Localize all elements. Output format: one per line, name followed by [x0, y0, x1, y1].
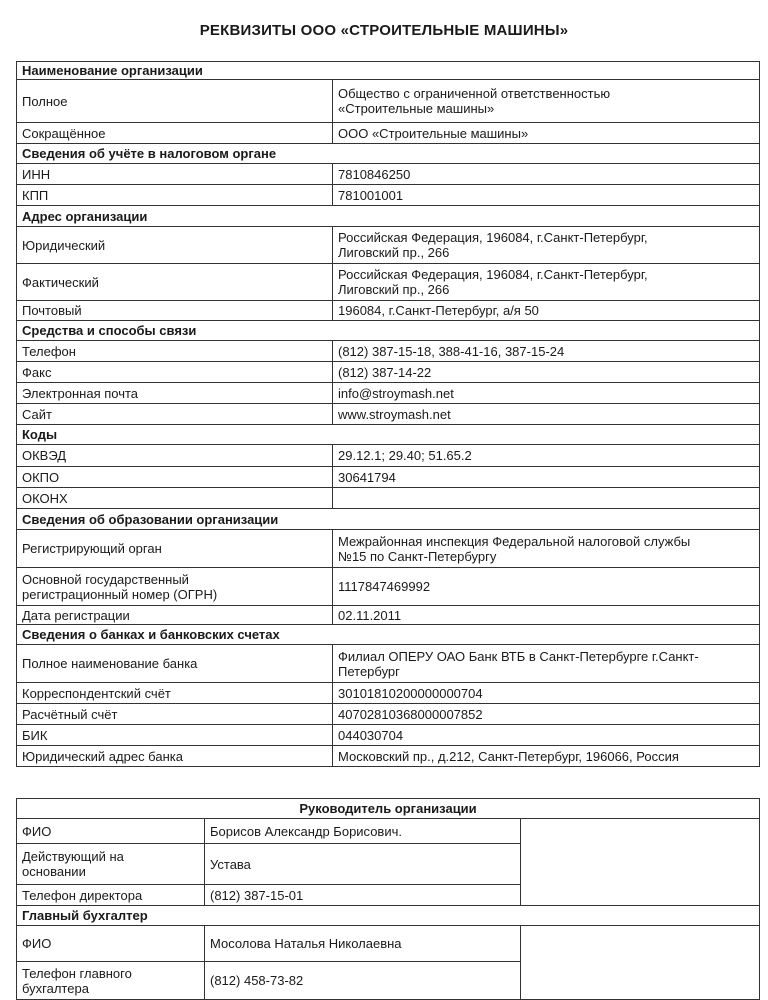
section-header-row [17, 321, 760, 341]
short-name-value: ООО «Строительные машины» [333, 123, 760, 144]
site-value: www.stroymash.net [333, 404, 760, 425]
legal-address-value: Российская Федерация, 196084, г.Санкт-Петербург, Лиговский пр., 266 [333, 227, 760, 264]
ogrn-value: 1117847469992 [333, 568, 760, 606]
table-row [17, 725, 760, 746]
table-row [17, 467, 760, 488]
actual-address-value: Российская Федерация, 196084, г.Санкт-Петербург, Лиговский пр., 266 [333, 264, 760, 301]
table-row [17, 704, 760, 725]
okpo-value: 30641794 [333, 467, 760, 488]
table-row [17, 264, 760, 301]
table-row [17, 185, 760, 206]
accountant-phone-label: Телефон главного бухгалтера [17, 962, 205, 1000]
section-registration: Сведения об образовании организации [17, 509, 760, 530]
postal-address-label: Почтовый [17, 301, 333, 321]
page-title: РЕКВИЗИТЫ ООО «СТРОИТЕЛЬНЫЕ МАШИНЫ» [199, 22, 569, 39]
section-header-row [17, 62, 760, 80]
accountant-signature-cell [521, 926, 760, 1000]
section-header-row [17, 799, 760, 819]
bank-address-value: Московский пр., д.212, Санкт-Петербург, 196066, Россия [333, 746, 760, 767]
table-row [17, 404, 760, 425]
section-codes: Коды [17, 425, 760, 445]
director-signature-cell [521, 819, 760, 906]
reg-date-label: Дата регистрации [17, 606, 333, 625]
reg-date-value: 02.11.2011 [333, 606, 760, 625]
table-row [17, 80, 760, 123]
table-row [17, 683, 760, 704]
director-basis-label: Действующий на основании [17, 844, 205, 885]
table-row [17, 227, 760, 264]
table-row [17, 341, 760, 362]
director-fio-value: Борисов Александр Борисович. [205, 819, 521, 844]
accountant-fio-value: Мосолова Наталья Николаевна [205, 926, 521, 962]
okved-value: 29.12.1; 29.40; 51.65.2 [333, 445, 760, 467]
okved-label: ОКВЭД [17, 445, 333, 467]
table-row [17, 645, 760, 683]
section-tax: Сведения об учёте в налоговом органе [17, 144, 760, 164]
director-phone-value: (812) 387-15-01 [205, 885, 521, 906]
bik-label: БИК [17, 725, 333, 746]
account-label: Расчётный счёт [17, 704, 333, 725]
okpo-label: ОКПО [17, 467, 333, 488]
phone-value: (812) 387-15-18, 388-41-16, 387-15-24 [333, 341, 760, 362]
kpp-label: КПП [17, 185, 333, 206]
section-address: Адрес организации [17, 206, 760, 227]
table-row [17, 530, 760, 568]
section-header-row [17, 144, 760, 164]
email-label: Электронная почта [17, 383, 333, 404]
full-name-label: Полное [17, 80, 333, 123]
bik-value: 044030704 [333, 725, 760, 746]
short-name-label: Сокращённое [17, 123, 333, 144]
requisites-table [16, 61, 760, 767]
table-row [17, 362, 760, 383]
corr-account-value: 30101810200000000704 [333, 683, 760, 704]
legal-address-label: Юридический [17, 227, 333, 264]
section-header-row [17, 625, 760, 645]
table-row [17, 383, 760, 404]
section-header-row [17, 206, 760, 227]
section-header-row [17, 509, 760, 530]
table-row [17, 445, 760, 467]
fax-label: Факс [17, 362, 333, 383]
corr-account-label: Корреспондентский счёт [17, 683, 333, 704]
accountant-fio-label: ФИО [17, 926, 205, 962]
table-row [17, 819, 760, 844]
table-row [17, 488, 760, 509]
section-org-name: Наименование организации [17, 62, 760, 80]
actual-address-label: Фактический [17, 264, 333, 301]
accountant-phone-value: (812) 458-73-82 [205, 962, 521, 1000]
table-row [17, 746, 760, 767]
bank-name-value: Филиал ОПЕРУ ОАО Банк ВТБ в Санкт-Петербурге г.Санкт- Петербург [333, 645, 760, 683]
section-director: Руководитель организации [17, 799, 760, 819]
kpp-value: 781001001 [333, 185, 760, 206]
inn-label: ИНН [17, 164, 333, 185]
director-fio-label: ФИО [17, 819, 205, 844]
table-row [17, 568, 760, 606]
postal-address-value: 196084, г.Санкт-Петербург, а/я 50 [333, 301, 760, 321]
table-row [17, 926, 760, 962]
account-value: 40702810368000007852 [333, 704, 760, 725]
section-accountant: Главный бухгалтер [17, 906, 760, 926]
section-header-row [17, 906, 760, 926]
inn-value: 7810846250 [333, 164, 760, 185]
table-row [17, 164, 760, 185]
full-name-value: Общество с ограниченной ответственностью «Строительные машины» [333, 80, 760, 123]
authority-value: Межрайонная инспекция Федеральной налоговой службы №15 по Санкт-Петербургу [333, 530, 760, 568]
table-row [17, 606, 760, 625]
bank-address-label: Юридический адрес банка [17, 746, 333, 767]
okonh-label: ОКОНХ [17, 488, 333, 509]
director-basis-value: Устава [205, 844, 521, 885]
okonh-value [333, 488, 760, 509]
phone-label: Телефон [17, 341, 333, 362]
section-bank: Сведения о банках и банковских счетах [17, 625, 760, 645]
email-value: info@stroymash.net [333, 383, 760, 404]
ogrn-label: Основной государственный регистрационный номер (ОГРН) [17, 568, 333, 606]
table-row [17, 301, 760, 321]
table-row [17, 123, 760, 144]
section-contacts: Средства и способы связи [17, 321, 760, 341]
section-header-row [17, 425, 760, 445]
fax-value: (812) 387-14-22 [333, 362, 760, 383]
authority-label: Регистрирующий орган [17, 530, 333, 568]
bank-name-label: Полное наименование банка [17, 645, 333, 683]
personnel-table [16, 798, 760, 1000]
director-phone-label: Телефон директора [17, 885, 205, 906]
site-label: Сайт [17, 404, 333, 425]
